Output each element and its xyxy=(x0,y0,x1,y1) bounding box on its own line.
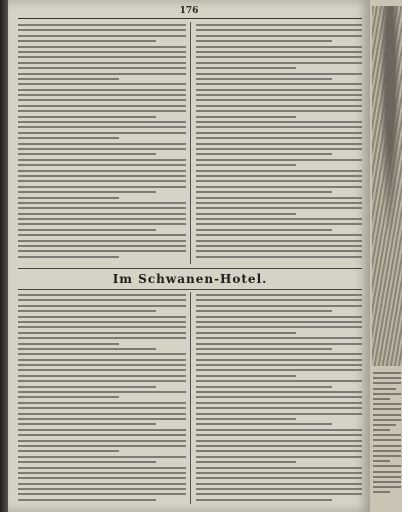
text-line-placeholder xyxy=(196,105,362,107)
text-line-placeholder xyxy=(196,56,362,58)
text-line-placeholder xyxy=(18,159,186,161)
text-line-placeholder xyxy=(196,305,362,307)
text-line-placeholder xyxy=(196,375,296,377)
text-line-placeholder xyxy=(18,78,119,80)
magazine-page xyxy=(8,0,370,512)
text-line-placeholder xyxy=(196,35,362,37)
text-line-placeholder xyxy=(196,256,362,258)
text-line-placeholder xyxy=(18,29,186,31)
text-line-placeholder xyxy=(18,467,186,469)
text-line-placeholder xyxy=(373,481,401,483)
text-line-placeholder xyxy=(196,175,362,177)
text-line-placeholder xyxy=(18,175,186,177)
text-line-placeholder xyxy=(373,455,401,457)
text-line-placeholder xyxy=(18,316,186,318)
text-line-placeholder xyxy=(196,94,362,96)
text-line-placeholder xyxy=(196,343,362,345)
text-line-placeholder xyxy=(18,116,156,118)
text-line-placeholder xyxy=(196,477,362,479)
text-line-placeholder xyxy=(18,337,186,339)
text-line-placeholder xyxy=(196,46,362,48)
text-line-placeholder xyxy=(18,137,119,139)
section-heading-box xyxy=(18,268,362,290)
text-line-placeholder xyxy=(373,429,390,431)
text-line-placeholder xyxy=(18,332,186,334)
text-line-placeholder xyxy=(18,305,186,307)
adjacent-page-strip xyxy=(370,0,402,512)
text-line-placeholder xyxy=(196,186,362,188)
text-line-placeholder xyxy=(18,380,186,382)
text-line-placeholder xyxy=(196,499,332,501)
text-line-placeholder xyxy=(18,391,186,393)
text-line-placeholder xyxy=(18,386,156,388)
text-line-placeholder xyxy=(196,353,362,355)
text-line-placeholder xyxy=(18,359,186,361)
text-line-placeholder xyxy=(18,46,186,48)
text-line-placeholder xyxy=(373,382,401,384)
text-line-placeholder xyxy=(196,218,362,220)
text-line-placeholder xyxy=(196,170,362,172)
text-line-placeholder xyxy=(196,369,362,371)
header-rule xyxy=(18,18,362,19)
text-line-placeholder xyxy=(18,197,119,199)
text-line-placeholder xyxy=(18,207,186,209)
text-line-placeholder xyxy=(196,148,362,150)
text-line-placeholder xyxy=(18,110,186,112)
text-line-placeholder xyxy=(18,429,186,431)
text-line-placeholder xyxy=(18,413,186,415)
text-line-placeholder xyxy=(18,440,186,442)
text-line-placeholder xyxy=(196,493,362,495)
text-line-placeholder xyxy=(373,439,401,441)
text-line-placeholder xyxy=(196,137,362,139)
text-line-placeholder xyxy=(18,348,156,350)
text-line-placeholder xyxy=(196,110,362,112)
text-line-placeholder xyxy=(196,456,362,458)
text-line-placeholder xyxy=(18,493,186,495)
text-line-placeholder xyxy=(196,73,362,75)
text-line-placeholder xyxy=(18,229,156,231)
text-line-placeholder xyxy=(18,186,186,188)
section-heading: Im Schwanen-Hotel. xyxy=(112,272,268,286)
text-line-placeholder xyxy=(18,461,156,463)
text-line-placeholder xyxy=(18,477,186,479)
text-line-placeholder xyxy=(18,24,186,26)
text-line-placeholder xyxy=(196,359,362,361)
text-line-placeholder xyxy=(18,153,156,155)
text-line-placeholder xyxy=(18,256,119,258)
text-line-placeholder xyxy=(373,372,401,374)
text-line-placeholder xyxy=(196,202,362,204)
text-line-placeholder xyxy=(18,73,186,75)
text-line-placeholder xyxy=(373,486,401,488)
text-line-placeholder xyxy=(196,440,362,442)
text-line-placeholder xyxy=(373,471,401,473)
text-line-placeholder xyxy=(18,488,186,490)
text-line-placeholder xyxy=(196,153,332,155)
text-line-placeholder xyxy=(196,326,362,328)
text-line-placeholder xyxy=(196,40,332,42)
text-line-placeholder xyxy=(18,364,186,366)
text-line-placeholder xyxy=(196,483,362,485)
text-line-placeholder xyxy=(373,414,401,416)
text-line-placeholder xyxy=(196,191,332,193)
text-line-placeholder xyxy=(196,229,332,231)
text-line-placeholder xyxy=(196,402,362,404)
text-line-placeholder xyxy=(373,460,390,462)
text-line-placeholder xyxy=(196,434,362,436)
text-line-placeholder xyxy=(18,321,186,323)
text-line-placeholder xyxy=(18,240,186,242)
text-line-placeholder xyxy=(196,294,362,296)
text-line-placeholder xyxy=(196,450,362,452)
text-line-placeholder xyxy=(196,197,362,199)
text-line-placeholder xyxy=(196,143,362,145)
text-line-placeholder xyxy=(196,407,362,409)
text-line-placeholder xyxy=(196,62,362,64)
text-line-placeholder xyxy=(196,423,332,425)
page-number: 176 xyxy=(179,6,199,16)
text-line-placeholder xyxy=(196,24,362,26)
text-line-placeholder xyxy=(196,89,362,91)
text-line-placeholder xyxy=(196,83,362,85)
text-line-placeholder xyxy=(373,408,401,410)
text-line-placeholder xyxy=(18,418,186,420)
text-line-placeholder xyxy=(18,499,156,501)
text-line-placeholder xyxy=(373,465,401,467)
text-line-placeholder xyxy=(196,240,362,242)
text-line-placeholder xyxy=(196,472,362,474)
text-line-placeholder xyxy=(196,299,362,301)
column-divider-bottom xyxy=(190,292,191,504)
text-line-placeholder xyxy=(18,456,186,458)
text-line-placeholder xyxy=(196,116,296,118)
text-line-placeholder xyxy=(18,369,186,371)
text-line-placeholder xyxy=(196,461,296,463)
text-line-placeholder xyxy=(18,310,156,312)
text-line-placeholder xyxy=(196,391,362,393)
text-line-placeholder xyxy=(196,321,362,323)
text-line-placeholder xyxy=(18,294,186,296)
text-line-placeholder xyxy=(18,223,186,225)
book-gutter-shadow xyxy=(0,0,8,512)
text-line-placeholder xyxy=(18,218,186,220)
text-line-placeholder xyxy=(373,403,401,405)
text-line-placeholder xyxy=(196,132,362,134)
text-line-placeholder xyxy=(196,488,362,490)
text-line-placeholder xyxy=(18,62,186,64)
column-divider-top xyxy=(190,22,191,264)
text-line-placeholder xyxy=(196,386,332,388)
illustration-fragment xyxy=(372,6,402,366)
text-line-placeholder xyxy=(373,388,396,390)
text-line-placeholder xyxy=(196,99,362,101)
text-line-placeholder xyxy=(196,67,296,69)
text-line-placeholder xyxy=(18,121,186,123)
text-line-placeholder xyxy=(196,245,362,247)
text-line-placeholder xyxy=(18,99,186,101)
text-line-placeholder xyxy=(18,83,186,85)
text-line-placeholder xyxy=(18,396,119,398)
text-line-placeholder xyxy=(18,51,186,53)
text-line-placeholder xyxy=(196,29,362,31)
text-line-placeholder xyxy=(18,180,186,182)
article-right-column xyxy=(196,294,362,504)
text-line-placeholder xyxy=(196,413,362,415)
text-line-placeholder xyxy=(18,326,186,328)
text-line-placeholder xyxy=(18,132,186,134)
text-line-placeholder xyxy=(373,434,401,436)
text-line-placeholder xyxy=(18,67,186,69)
text-line-placeholder xyxy=(18,299,186,301)
text-line-placeholder xyxy=(196,316,362,318)
text-line-placeholder xyxy=(18,407,186,409)
text-line-placeholder xyxy=(18,143,186,145)
text-line-placeholder xyxy=(196,445,362,447)
text-line-placeholder xyxy=(18,40,156,42)
text-line-placeholder xyxy=(196,207,362,209)
text-line-placeholder xyxy=(196,348,332,350)
text-line-placeholder xyxy=(373,393,401,395)
text-line-placeholder xyxy=(18,343,119,345)
text-line-placeholder xyxy=(373,450,401,452)
text-line-placeholder xyxy=(373,445,401,447)
text-line-placeholder xyxy=(18,94,186,96)
text-line-placeholder xyxy=(18,148,186,150)
text-line-placeholder xyxy=(18,170,186,172)
text-line-placeholder xyxy=(196,418,296,420)
text-line-placeholder xyxy=(196,180,362,182)
text-line-placeholder xyxy=(18,105,186,107)
text-line-placeholder xyxy=(196,337,362,339)
text-line-placeholder xyxy=(18,483,186,485)
article-continuation-right-column xyxy=(196,24,362,264)
text-line-placeholder xyxy=(196,164,296,166)
adjacent-page-text xyxy=(373,372,401,504)
text-line-placeholder xyxy=(196,126,362,128)
text-line-placeholder xyxy=(196,250,362,252)
text-line-placeholder xyxy=(373,424,396,426)
text-line-placeholder xyxy=(18,245,186,247)
text-line-placeholder xyxy=(196,332,296,334)
text-line-placeholder xyxy=(196,78,332,80)
text-line-placeholder xyxy=(196,467,362,469)
text-line-placeholder xyxy=(373,476,401,478)
text-line-placeholder xyxy=(196,51,362,53)
article-continuation-left-column xyxy=(18,24,186,264)
text-line-placeholder xyxy=(18,402,186,404)
text-line-placeholder xyxy=(18,164,186,166)
text-line-placeholder xyxy=(196,310,332,312)
text-line-placeholder xyxy=(18,56,186,58)
text-line-placeholder xyxy=(196,213,296,215)
text-line-placeholder xyxy=(18,434,186,436)
text-line-placeholder xyxy=(18,202,186,204)
text-line-placeholder xyxy=(18,445,186,447)
text-line-placeholder xyxy=(196,159,362,161)
text-line-placeholder xyxy=(196,234,362,236)
text-line-placeholder xyxy=(18,234,186,236)
text-line-placeholder xyxy=(18,450,119,452)
text-line-placeholder xyxy=(18,213,186,215)
text-line-placeholder xyxy=(18,35,186,37)
text-line-placeholder xyxy=(196,429,362,431)
text-line-placeholder xyxy=(373,377,401,379)
text-line-placeholder xyxy=(373,419,401,421)
text-line-placeholder xyxy=(18,191,156,193)
text-line-placeholder xyxy=(196,121,362,123)
text-line-placeholder xyxy=(196,380,362,382)
text-line-placeholder xyxy=(196,364,362,366)
text-line-placeholder xyxy=(196,223,362,225)
text-line-placeholder xyxy=(196,396,362,398)
article-left-column xyxy=(18,294,186,504)
text-line-placeholder xyxy=(18,89,186,91)
text-line-placeholder xyxy=(18,423,156,425)
text-line-placeholder xyxy=(18,375,186,377)
text-line-placeholder xyxy=(373,398,390,400)
text-line-placeholder xyxy=(18,250,186,252)
text-line-placeholder xyxy=(18,472,186,474)
text-line-placeholder xyxy=(18,353,186,355)
text-line-placeholder xyxy=(373,491,390,493)
text-line-placeholder xyxy=(18,126,186,128)
